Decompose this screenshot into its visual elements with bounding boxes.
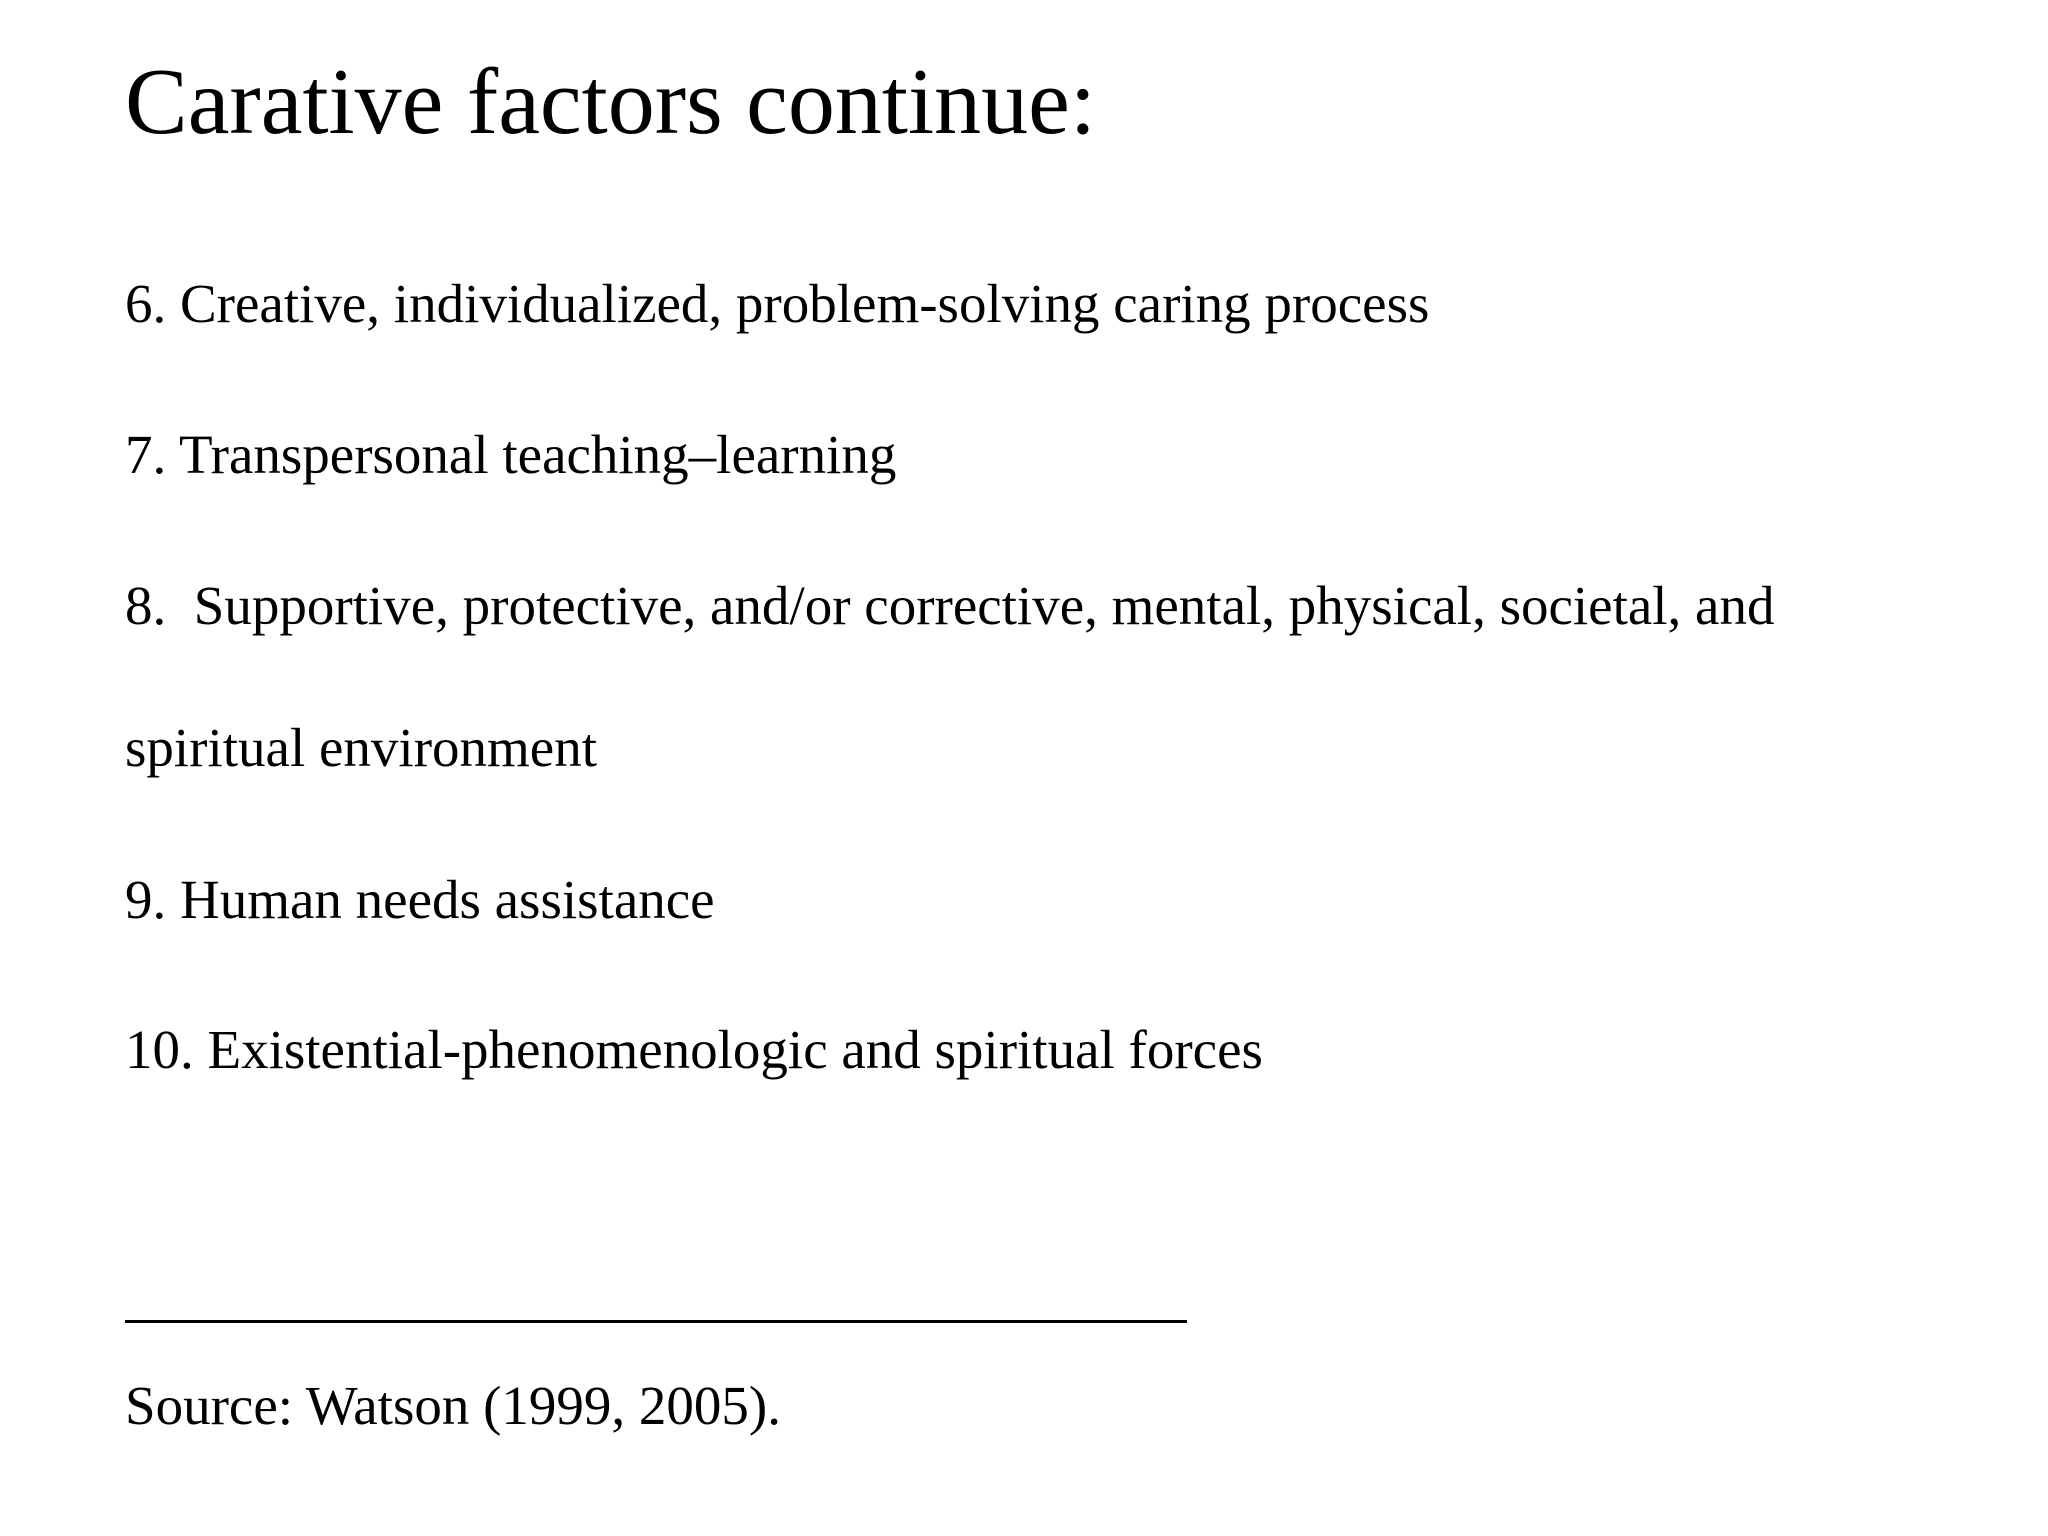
slide-title: Carative factors continue: — [125, 50, 1096, 154]
carative-factor-10: 10. Existential-phenomenologic and spiritual forces — [125, 1019, 1263, 1080]
carative-factor-9: 9. Human needs assistance — [125, 869, 715, 930]
carative-factor-6: 6. Creative, individualized, problem-solving caring process — [125, 273, 1430, 334]
carative-factor-8-continued: spiritual environment — [125, 717, 597, 778]
source-citation: Source: Watson (1999, 2005). — [125, 1375, 781, 1436]
footnote-divider — [125, 1320, 1187, 1323]
carative-factor-8: 8. Supportive, protective, and/or corrective, mental, physical, societal, and — [125, 575, 1775, 636]
carative-factor-7: 7. Transpersonal teaching–learning — [125, 424, 897, 485]
